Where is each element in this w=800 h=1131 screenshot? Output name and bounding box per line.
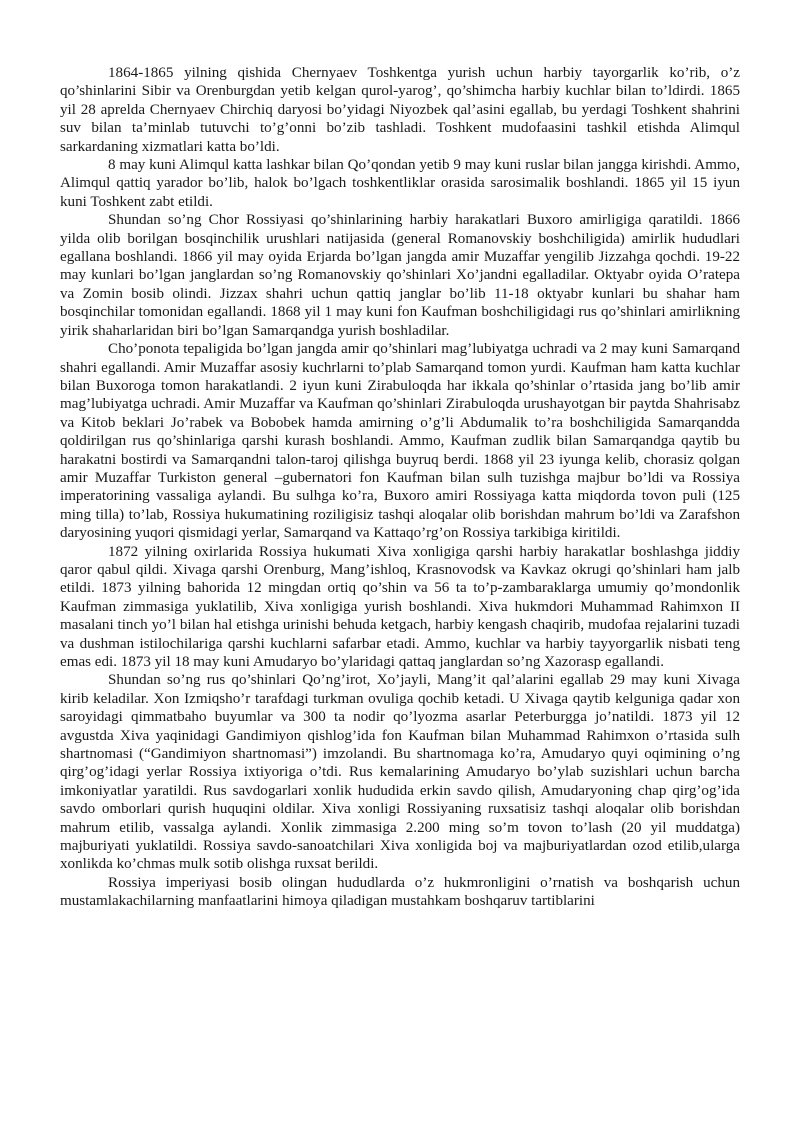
paragraph-3: Shundan so’ng Chor Rossiyasi qo’shinlarining harbiy harakatlari Buxoro amirligiga qaratildi. 1866 yilda olib borilgan bosqinchilik urushlari natijasida (general Romanovskiy boshchiligida) amirlik hududlari egallana boshlandi. 1866 yil may oyida Erjarda bo’lgan jangda amir Muzaffar yengilib Jizzahga qochdi. 19-22 may kunlari bo’lgan janglardan so’ng Romanovskiy qo’shinlari Xo’jandni egalladilar. Oktyabr oyida O’ratepa va Zomin bosib olindi. Jizzax shahri uchun qattiq janglar bo’lib 11-18 oktyabr kunlari bu shahar ham bosqinchilar tomonidan egallandi. 1868 yil 1 may kuni fon Kaufman boshchiligidagi rus qo’shinlari amirlikning yirik shaharlaridan biri bo’lgan Samarqandga yurish boshladilar. (60, 212, 740, 339)
paragraph-6: Shundan so’ng rus qo’shinlari Qo’ng’irot, Xo’jayli, Mang’it qal’alarini egallab 29 may kuni Xivaga kirib keladilar. Xon Izmiqsho’r tarafdagi turkman ovuliga qochib ketadi. U Xivaga qaytib kelguniga qadar xon saroyidagi qimmatbaho buyumlar va 300 ta nodir qo’lyozma asarlar Peterburgga jo’natildi. 1873 yil 12 avgustda Xiva yaqinidagi Gandimiyon qishlog’ida fon Kaufman bilan Muhammad Rahimxon o’rtasida sulh shartnomasi (“Gandimiyon shartnomasi”) imzolandi. Bu shartnomaga ko’ra, Amudaryo quyi oqimining o’ng qirg’og’idagi yerlar Rossiya ixtiyoriga o’tdi. Rus kemalarining Amudaryo bo’ylab suzishlari uchun barcha imkoniyatlar yaratildi. Rus savdogarlari xonlik hududida erkin savdo qilish, Amudaryoning chap qirg’og’ida savdo omborlari qurish huquqini oldilar. Xiva xonligi Rossiyaning ruxsatisiz tashqi aloqalar olib borishdan mahrum etilib, vassalga aylandi. Xonlik zimmasiga 2.200 ming so’m tovon to’lash (20 yil muddatga) majburiyati yuklatildi. Rossiya savdo-sanoatchilari Xiva xonligida boj va majburiyatlardan ozod etilib,ularga xonlikda ko’chmas mulk sotib olishga ruxsat berildi. (60, 672, 740, 873)
paragraph-5: 1872 yilning oxirlarida Rossiya hukumati Xiva xonligiga qarshi harbiy harakatlar boshlashga jiddiy qaror qabul qildi. Xivaga qarshi Orenburg, Mang’ishloq, Krasnovodsk va Kavkaz okrugi qo’shinlari ham jalb etildi. 1873 yilning bahorida 12 mingdan ortiq qo’shin va 56 ta to’p-zambaraklarga umumiy qo’mondonlik Kaufman zimmasiga yuklatilib, Xiva xonligiga yurish boshlandi. Xiva hukmdori Muhammad Rahimxon II masalani tinch yo’l bilan hal etishga urinishi behuda ketgach, harbiy kengash chaqirib, mudofaa rejalarini tuzadi va dushman istilochilariga qarshi kuchlarni safarbar etadi. Ammo, kuchlar va harbiy tayyorgarlik nisbati teng emas edi. 1873 yil 18 may kuni Amudaryo bo’ylaridagi qattaq janglardan so’ng Xazorasp egallandi. (60, 543, 740, 670)
paragraph-7: Rossiya imperiyasi bosib olingan hududlarda o’z hukmronligini o’rnatish va boshqarish uchun mustamlakachilarning manfaatlarini himoya qiladigan mustahkam boshqaruv tartiblarini (60, 874, 740, 910)
paragraph-1: 1864-1865 yilning qishida Chernyaev Toshkentga yurish uchun harbiy tayorgarlik ko’rib, o’z qo’shinlarini Sibir va Orenburgdan yetib kelgan qurol-yarog’, qo’shimcha harbiy kuchlar bilan to’ldirdi. 1865 yil 28 aprelda Chernyaev Chirchiq daryosi bo’yidagi Niyozbek qal’asini egallab, bu yerdagi Toshkent shahrini suv bilan ta’minlab tutuvchi to’g’onni bo’zib tashladi. Toshkent mudofaasini tashkil etishda Alimqul sarkardaning xizmatlari katta bo’ldi. (60, 65, 740, 155)
paragraph-2: 8 may kuni Alimqul katta lashkar bilan Qo’qondan yetib 9 may kuni ruslar bilan jangga kirishdi. Ammo, Alimqul qattiq yarador bo’lib, halok bo’lgach toshkentliklar orasida sarosimalik boshlandi. 1865 yil 15 iyun kuni Toshkent zabt etildi. (60, 157, 740, 210)
paragraph-4: Cho’ponota tepaligida bo’lgan jangda amir qo’shinlari mag’lubiyatga uchradi va 2 may kuni Samarqand shahri egallandi. Amir Muzaffar asosiy kuchrlarni to’plab Samarqand tomon yurdi. Kaufman ham katta kuchlar bilan Buxoroga tomon harakatlandi. 2 iyun kuni Zirabuloqda har ikkala qo’shinlar o’rtasida jang bo’lib amir mag’lubiyatga uchradi. Amir Muzaffar va Kaufman qo’shinlari Zirabuloqda urushayotgan bir paytda Shahrisabz va Kitob beklari Jo’rabek va Bobobek hamda amirning o’g’li Abdumalik to’ra boshchiligida Samarqandda qoldirilgan rus qo’shinlariga qarshi kurash boshlandi. Ammo, Kaufman zudlik bilan Samarqandga qaytib bu harakatni bostirdi va Samarqandni talon-taroj qilishga buyruq berdi. 1868 yil 23 iyunga kelib, chorasiz qolgan amir Muzaffar Turkiston general –gubernatori fon Kaufman bilan sulh tuzishga majbur bo’ldi va Rossiya imperatorining vassaliga aylandi. Bu sulhga ko’ra, Buxoro amiri Rossiyaga katta miqdorda tovon puli (125 ming tilla) to’lab, Rossiya hukumatining roziligisiz tashqi aloqalar olib borishdan mahrum bo’ldi va Zarafshon daryosining yuqori qismidagi yerlar, Samarqand va Kattaqo’rg’on Rossiya tarkibiga kiritildi. (60, 341, 740, 542)
document-page (60, 64, 740, 911)
